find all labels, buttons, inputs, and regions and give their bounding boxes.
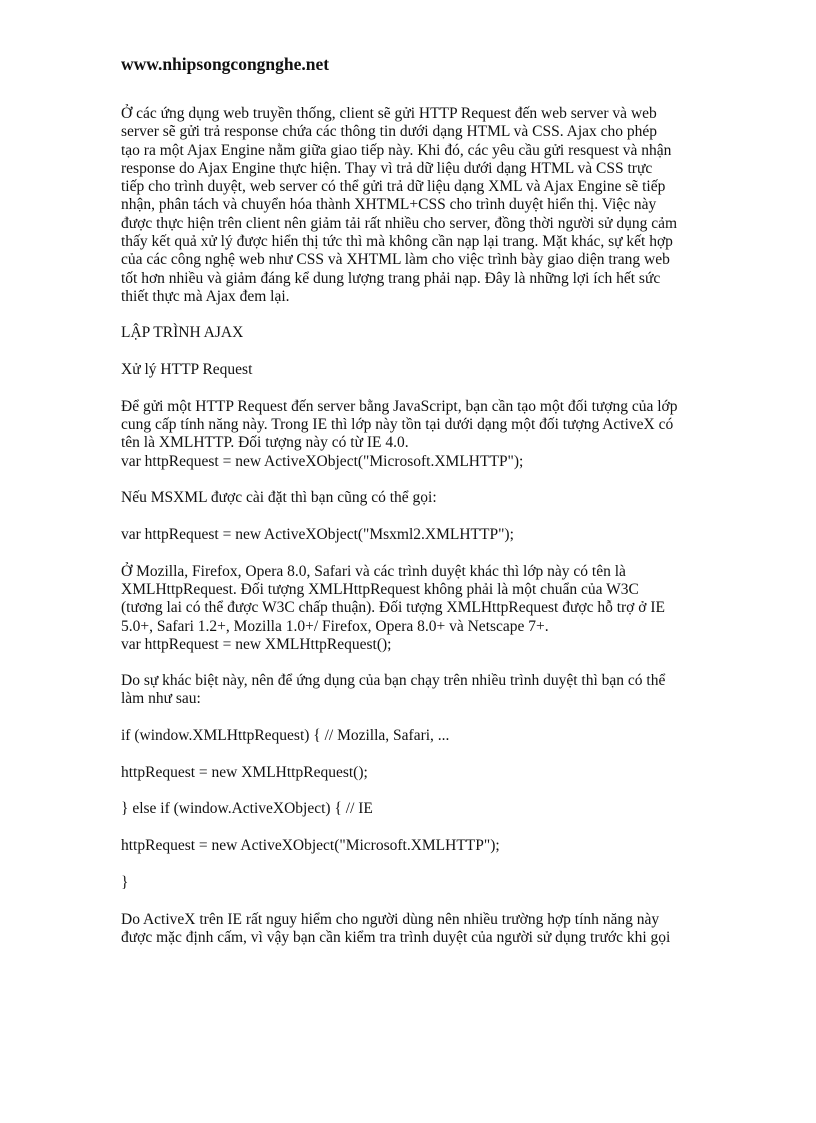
cross-browser-paragraph [121,672,721,709]
text-line: (tương lai có thể được W3C chấp thuận). Đối tượng XMLHttpRequest được hỗ trợ ở IE [121,599,665,617]
create-object-paragraph [121,398,721,471]
text-line: được mặc định cấm, vì vậy bạn cần kiểm tra trình duyệt của người sử dụng trước khi gọi [121,929,671,946]
text-line: 5.0+, Safari 1.2+, Mozilla 1.0+/ Firefox, Opera 8.0+ và Netscape 7+. [121,617,549,635]
section-heading: LẬP TRÌNH AJAX [121,324,244,342]
text-line: response do Ajax Engine thực hiện. Thay vì trả dữ liệu dưới dạng HTML và CSS trực [121,159,653,177]
code-line: var httpRequest = new XMLHttpRequest(); [121,635,392,653]
text-line: nhận, phân tách và chuyển hóa thành XHTML+CSS cho trình duyệt hiển thị. Việc này [121,196,657,214]
text-line: tốt hơn nhiều và giảm đáng kể dung lượng trang phải nạp. Đây là những lợi ích hết sức [121,269,661,287]
activex-warning-paragraph [121,911,721,948]
text-line: Do ActiveX trên IE rất nguy hiểm cho người dùng nên nhiều trường hợp tính năng này [121,910,660,928]
site-url-header: www.nhipsongcongnghe.net [121,54,330,74]
code-line: var httpRequest = new ActiveXObject("Microsoft.XMLHTTP"); [121,452,524,470]
text-line: cung cấp tính năng này. Trong IE thì lớp này tồn tại dưới dạng một đối tượng ActiveX có [121,416,674,434]
text-line: được thực hiện trên client nên giảm tải rất nhiều cho server, đồng thời người sử dụng cảm [121,214,678,232]
subsection-heading: Xử lý HTTP Request [121,361,253,379]
text-line: Do sự khác biệt này, nên để ứng dụng của bạn chạy trên nhiều trình duyệt thì bạn có thể [121,672,666,690]
text-line: của các công nghệ web như CSS và XHTML làm cho việc trình bày giao diện trang web [121,251,670,269]
code-line: } else if (window.ActiveXObject) { // IE [121,800,373,818]
text-line: tạo ra một Ajax Engine nằm giữa giao tiếp này. Khi đó, các yêu cầu gửi resquest và nhận [121,141,672,159]
intro-paragraph [121,105,721,306]
code-line: httpRequest = new XMLHttpRequest(); [121,763,368,781]
text-line: làm như sau: [121,690,201,708]
text-line: server sẽ gửi trả response chứa các thông tin dưới dạng HTML và CSS. Ajax cho phép [121,123,658,141]
text-line: Ở các ứng dụng web truyền thống, client sẽ gửi HTTP Request đến web server và web [121,105,657,122]
code-line: httpRequest = new ActiveXObject("Microsoft.XMLHTTP"); [121,837,500,855]
mozilla-paragraph [121,563,721,654]
text-line: thiết thực mà Ajax đem lại. [121,287,290,305]
text-line: XMLHttpRequest. Đối tượng XMLHttpRequest không phải là một chuẩn của W3C [121,580,639,598]
text-line: tiếp cho trình duyệt, web server có thể gửi trả dữ liệu dạng XML và Ajax Engine sẽ tiếp [121,178,666,196]
text-line: Để gửi một HTTP Request đến server bằng JavaScript, bạn cần tạo một đối tượng của lớp [121,397,678,415]
text-line: Ở Mozilla, Firefox, Opera 8.0, Safari và các trình duyệt khác thì lớp này có tên là [121,562,626,580]
text-line: tên là XMLHTTP. Đối tượng này có từ IE 4.0. [121,434,409,452]
code-line: var httpRequest = new ActiveXObject("Msxml2.XMLHTTP"); [121,525,514,543]
msxml-note: Nếu MSXML được cài đặt thì bạn cũng có thể gọi: [121,489,437,507]
article-body [121,105,721,965]
code-line: } [121,873,129,891]
code-line: if (window.XMLHttpRequest) { // Mozilla, Safari, ... [121,726,450,744]
text-line: thấy kết quả xử lý được hiển thị tức thì mà không cần nạp lại trang. Mặt khác, sự kết hợp [121,233,673,251]
